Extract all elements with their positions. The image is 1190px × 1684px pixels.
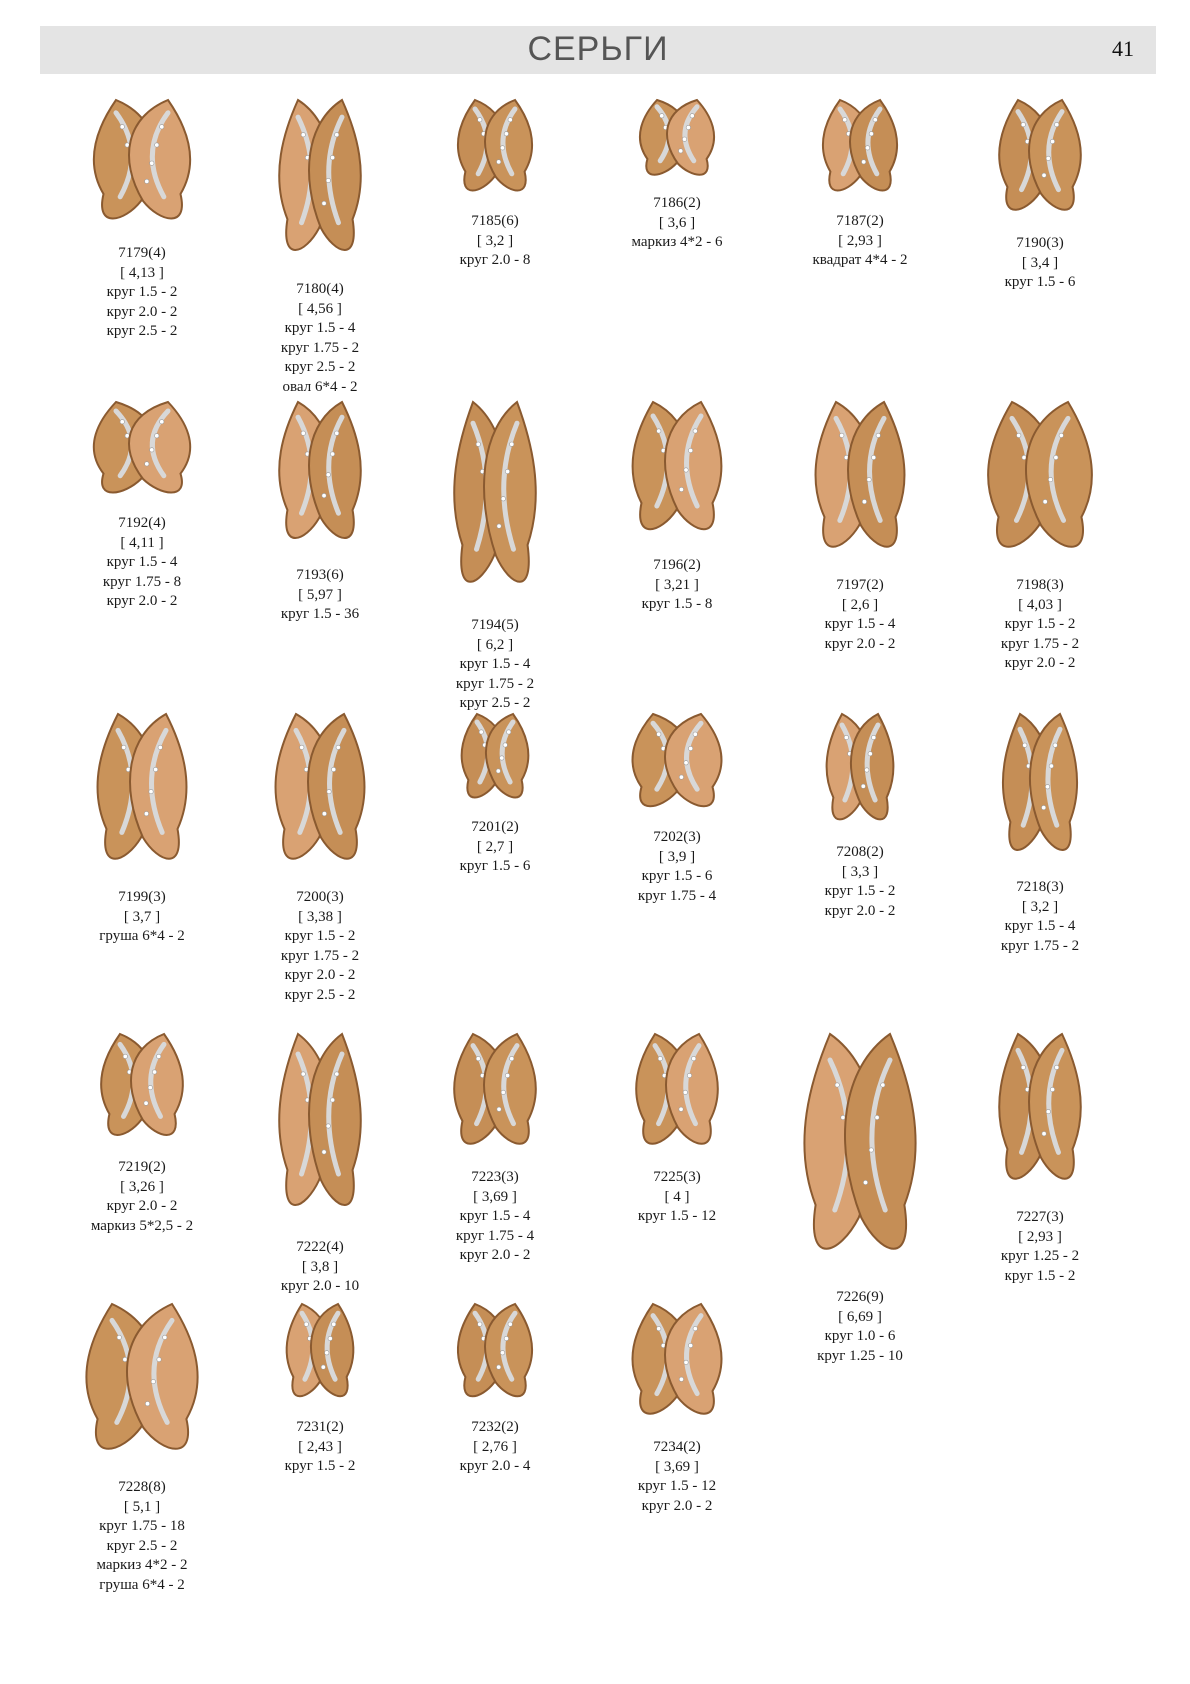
stone-spec: круг 1.5 - 2 xyxy=(824,883,896,899)
earrings-photo xyxy=(627,96,727,186)
product-item xyxy=(410,398,580,714)
product-caption xyxy=(592,194,762,253)
earrings-photo xyxy=(450,710,540,810)
product-weight: [ 3,2 ] xyxy=(1021,898,1059,915)
product-weight: [ 4 ] xyxy=(664,1188,690,1205)
stone-spec: круг 1.25 - 2 xyxy=(1000,1248,1080,1264)
stone-spec: круг 1.75 - 2 xyxy=(1000,937,1080,954)
stone-spec: круг 2.0 - 2 xyxy=(824,902,896,919)
stone-spec: круг 1.5 - 6 xyxy=(1004,274,1076,290)
earrings-photo xyxy=(815,710,905,835)
product-code: 7226(9) xyxy=(836,1289,884,1305)
earrings-photo xyxy=(445,1300,545,1410)
product-weight: [ 3,8 ] xyxy=(301,1258,339,1275)
stone-spec: круг 1.5 - 12 xyxy=(637,1208,717,1224)
product-weight: [ 5,97 ] xyxy=(298,586,342,603)
product-item xyxy=(955,1030,1125,1286)
stone-spec: квадрат 4*4 - 2 xyxy=(812,252,908,268)
stone-spec: круг 2.0 - 10 xyxy=(280,1278,360,1294)
product-code: 7179(4) xyxy=(118,245,166,261)
stone-spec: круг 1.75 - 4 xyxy=(637,887,717,904)
product-weight: [ 2,6 ] xyxy=(841,596,879,613)
stone-spec: круг 2.0 - 2 xyxy=(824,635,896,652)
product-weight: [ 5,1 ] xyxy=(123,1498,161,1515)
product-item xyxy=(775,96,945,271)
product-code: 7197(2) xyxy=(836,577,884,593)
product-caption xyxy=(775,576,945,654)
earrings-photo xyxy=(617,710,737,820)
product-code: 7218(3) xyxy=(1016,879,1064,895)
product-weight: [ 2,93 ] xyxy=(838,232,882,249)
stone-spec: круг 1.5 - 12 xyxy=(637,1478,717,1494)
product-weight: [ 3,4 ] xyxy=(1021,254,1059,271)
stone-spec: круг 1.75 - 2 xyxy=(1000,635,1080,652)
stone-spec: круг 2.0 - 2 xyxy=(284,967,356,983)
product-weight: [ 2,76 ] xyxy=(473,1438,517,1455)
product-item xyxy=(410,96,580,271)
product-weight: [ 3,6 ] xyxy=(658,214,696,231)
product-caption xyxy=(592,1438,762,1516)
product-item xyxy=(592,1300,762,1516)
product-weight: [ 2,43 ] xyxy=(298,1438,342,1455)
product-weight: [ 3,38 ] xyxy=(298,908,342,925)
product-item xyxy=(955,710,1125,956)
product-caption xyxy=(410,212,580,271)
product-item xyxy=(592,398,762,615)
product-item xyxy=(57,96,227,342)
product-weight: [ 2,93 ] xyxy=(1018,1228,1062,1245)
stone-spec: круг 1.0 - 6 xyxy=(824,1328,896,1344)
stone-spec: круг 1.75 - 18 xyxy=(99,1518,185,1534)
product-caption xyxy=(775,212,945,271)
product-caption xyxy=(235,888,405,1005)
earrings-photo xyxy=(265,96,375,272)
product-caption xyxy=(592,828,762,906)
product-code: 7208(2) xyxy=(836,844,884,860)
stone-spec: круг 1.75 - 8 xyxy=(102,573,182,590)
product-weight: [ 3,21 ] xyxy=(655,576,699,593)
product-code: 7223(3) xyxy=(471,1169,519,1185)
earrings-photo xyxy=(260,710,380,880)
product-item xyxy=(955,398,1125,674)
product-code: 7190(3) xyxy=(1016,235,1064,251)
product-code: 7227(3) xyxy=(1016,1209,1064,1225)
stone-spec: круг 1.5 - 2 xyxy=(284,928,356,944)
product-caption xyxy=(410,1418,580,1477)
product-item xyxy=(235,1030,405,1297)
stone-spec: маркиз 5*2,5 - 2 xyxy=(90,1217,194,1234)
earrings-photo xyxy=(990,710,1090,870)
product-code: 7200(3) xyxy=(296,889,344,905)
stone-spec: круг 1.5 - 6 xyxy=(459,858,531,874)
earrings-photo xyxy=(67,1300,217,1470)
earrings-photo xyxy=(77,96,207,236)
product-caption xyxy=(57,888,227,947)
stone-spec: круг 1.75 - 2 xyxy=(280,947,360,964)
product-caption xyxy=(955,576,1125,674)
earrings-photo xyxy=(265,1030,375,1230)
stone-spec: круг 1.75 - 4 xyxy=(455,1227,535,1244)
product-caption xyxy=(955,878,1125,956)
stone-spec: круг 1.5 - 2 xyxy=(106,284,178,300)
stone-spec: круг 1.5 - 2 xyxy=(1004,1267,1076,1284)
earrings-photo xyxy=(985,96,1095,226)
product-weight: [ 4,56 ] xyxy=(298,300,342,317)
stone-spec: круг 2.5 - 2 xyxy=(459,695,531,711)
product-code: 7228(8) xyxy=(118,1479,166,1495)
product-weight: [ 3,69 ] xyxy=(473,1188,517,1205)
product-caption xyxy=(57,514,227,612)
earrings-photo xyxy=(810,96,910,204)
stone-spec: круг 1.5 - 4 xyxy=(1004,918,1076,934)
product-code: 7222(4) xyxy=(296,1239,344,1255)
stone-spec: круг 1.5 - 6 xyxy=(641,868,713,884)
stone-spec: круг 2.0 - 8 xyxy=(459,252,531,268)
product-caption xyxy=(775,843,945,921)
earrings-photo xyxy=(785,1030,935,1280)
earrings-photo xyxy=(622,1030,732,1160)
earrings-photo xyxy=(440,398,550,608)
product-caption xyxy=(410,616,580,714)
stone-spec: круг 2.0 - 2 xyxy=(106,303,178,320)
earrings-photo xyxy=(77,398,207,506)
product-code: 7186(2) xyxy=(653,195,701,211)
product-code: 7192(4) xyxy=(118,515,166,531)
product-caption xyxy=(410,818,580,877)
earrings-photo xyxy=(265,398,375,558)
product-item xyxy=(775,398,945,654)
product-code: 7231(2) xyxy=(296,1419,344,1435)
product-code: 7232(2) xyxy=(471,1419,519,1435)
product-caption xyxy=(235,280,405,397)
earrings-photo xyxy=(617,1300,737,1430)
product-code: 7234(2) xyxy=(653,1439,701,1455)
product-code: 7225(3) xyxy=(653,1169,701,1185)
product-caption xyxy=(955,1208,1125,1286)
earrings-photo xyxy=(970,398,1110,568)
product-caption xyxy=(235,1418,405,1477)
product-caption xyxy=(57,1158,227,1236)
product-caption xyxy=(57,1478,227,1595)
stone-spec: круг 1.5 - 36 xyxy=(280,606,360,622)
earrings-photo xyxy=(617,398,737,548)
product-caption xyxy=(775,1288,945,1366)
product-weight: [ 4,03 ] xyxy=(1018,596,1062,613)
product-item xyxy=(57,1300,227,1595)
stone-spec: круг 1.5 - 4 xyxy=(459,656,531,672)
earrings-photo xyxy=(445,96,545,204)
earrings-photo xyxy=(985,1030,1095,1200)
product-item xyxy=(57,398,227,612)
product-caption xyxy=(955,234,1125,293)
product-caption xyxy=(410,1168,580,1266)
product-weight: [ 3,69 ] xyxy=(655,1458,699,1475)
stone-spec: круг 2.5 - 2 xyxy=(106,1537,178,1554)
stone-spec: круг 2.0 - 2 xyxy=(1004,655,1076,671)
stone-spec: груша 6*4 - 2 xyxy=(99,1576,185,1593)
product-item xyxy=(592,96,762,253)
stone-spec: круг 1.5 - 4 xyxy=(284,320,356,336)
product-weight: [ 6,2 ] xyxy=(476,636,514,653)
product-item xyxy=(57,1030,227,1236)
stone-spec: маркиз 4*2 - 2 xyxy=(96,1557,188,1573)
stone-spec: круг 1.5 - 2 xyxy=(1004,616,1076,632)
stone-spec: круг 2.0 - 2 xyxy=(641,1497,713,1514)
stone-spec: круг 1.75 - 2 xyxy=(455,675,535,692)
earrings-photo xyxy=(440,1030,550,1160)
product-code: 7180(4) xyxy=(296,281,344,297)
product-item xyxy=(235,398,405,625)
product-weight: [ 3,26 ] xyxy=(120,1178,164,1195)
product-weight: [ 3,3 ] xyxy=(841,863,879,880)
stone-spec: круг 1.5 - 4 xyxy=(459,1208,531,1224)
product-code: 7193(6) xyxy=(296,567,344,583)
product-item xyxy=(955,96,1125,293)
page-header xyxy=(40,26,1156,74)
product-code: 7202(3) xyxy=(653,829,701,845)
stone-spec: круг 2.0 - 2 xyxy=(459,1247,531,1263)
product-code: 7198(3) xyxy=(1016,577,1064,593)
stone-spec: овал 6*4 - 2 xyxy=(282,378,358,395)
earrings-photo xyxy=(87,1030,197,1150)
earrings-photo xyxy=(800,398,920,568)
product-item xyxy=(592,710,762,906)
product-code: 7201(2) xyxy=(471,819,519,835)
product-code: 7194(5) xyxy=(471,617,519,633)
stone-spec: круг 2.5 - 2 xyxy=(106,323,178,339)
product-caption xyxy=(235,566,405,625)
product-item xyxy=(410,1030,580,1266)
product-item xyxy=(775,1030,945,1366)
earrings-photo xyxy=(82,710,202,880)
product-code: 7196(2) xyxy=(653,557,701,573)
stone-spec: круг 1.25 - 10 xyxy=(817,1347,903,1364)
product-code: 7185(6) xyxy=(471,213,519,229)
product-code: 7219(2) xyxy=(118,1159,166,1175)
product-item xyxy=(592,1030,762,1227)
stone-spec: круг 1.5 - 2 xyxy=(284,1458,356,1474)
product-item xyxy=(410,710,580,877)
product-weight: [ 3,9 ] xyxy=(658,848,696,865)
product-code: 7187(2) xyxy=(836,213,884,229)
product-caption xyxy=(592,1168,762,1227)
stone-spec: груша 6*4 - 2 xyxy=(99,928,185,944)
stone-spec: круг 1.5 - 8 xyxy=(641,596,713,612)
page-number: 41 xyxy=(1112,36,1134,61)
stone-spec: круг 1.5 - 4 xyxy=(106,554,178,570)
product-caption xyxy=(592,556,762,615)
product-item xyxy=(235,710,405,1005)
product-weight: [ 3,2 ] xyxy=(476,232,514,249)
product-weight: [ 4,13 ] xyxy=(120,264,164,281)
product-code: 7199(3) xyxy=(118,889,166,905)
product-caption xyxy=(235,1238,405,1297)
stone-spec: маркиз 4*2 - 6 xyxy=(631,234,723,250)
page-title: СЕРЬГИ xyxy=(527,30,669,68)
product-item xyxy=(410,1300,580,1477)
product-weight: [ 6,69 ] xyxy=(838,1308,882,1325)
stone-spec: круг 1.5 - 4 xyxy=(824,616,896,632)
stone-spec: круг 2.5 - 2 xyxy=(284,986,356,1003)
product-item xyxy=(57,710,227,947)
product-weight: [ 4,11 ] xyxy=(120,534,164,551)
stone-spec: круг 2.0 - 2 xyxy=(106,1198,178,1214)
product-item xyxy=(775,710,945,921)
stone-spec: круг 2.0 - 4 xyxy=(459,1458,531,1474)
product-weight: [ 3,7 ] xyxy=(123,908,161,925)
product-item xyxy=(235,96,405,397)
stone-spec: круг 2.5 - 2 xyxy=(284,359,356,375)
product-item xyxy=(235,1300,405,1477)
stone-spec: круг 1.75 - 2 xyxy=(280,339,360,356)
product-weight: [ 2,7 ] xyxy=(476,838,514,855)
earrings-photo xyxy=(275,1300,365,1410)
product-caption xyxy=(57,244,227,342)
stone-spec: круг 2.0 - 2 xyxy=(106,593,178,609)
